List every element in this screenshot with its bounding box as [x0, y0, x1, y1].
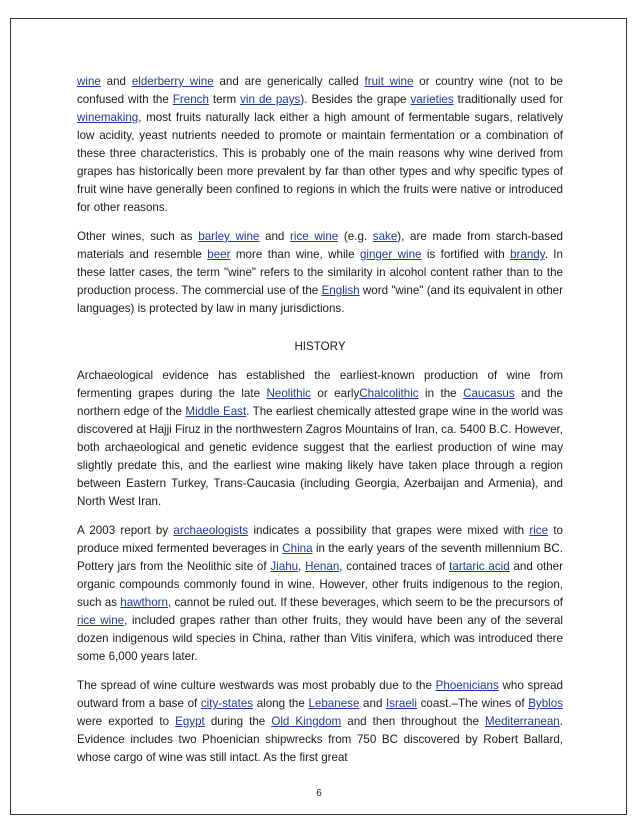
wiki-link[interactable]: China — [282, 542, 313, 555]
wiki-link[interactable]: Chalcolithic — [359, 387, 419, 400]
paragraph — [77, 367, 563, 511]
paragraph-text: Archaeological evidence has established the earliest-known production of wine from fermenting grapes during the late — [77, 369, 563, 400]
wiki-link[interactable]: Egypt — [175, 715, 205, 728]
section-heading: HISTORY — [294, 340, 346, 353]
paragraph-text: and are generically called — [213, 75, 365, 88]
paragraph-text: and — [259, 230, 291, 243]
wiki-link[interactable]: French — [172, 93, 209, 106]
paragraph-text: A 2003 report by — [77, 524, 174, 537]
wiki-link[interactable]: English — [321, 284, 360, 297]
document-body — [77, 73, 563, 778]
wiki-link[interactable]: vin de pays — [240, 93, 301, 106]
wiki-link[interactable]: Lebanese — [308, 697, 360, 710]
wiki-link[interactable]: city-states — [200, 697, 254, 710]
wiki-link[interactable]: Caucasus — [463, 387, 515, 400]
wiki-link[interactable]: hawthorn — [120, 596, 168, 609]
wiki-link[interactable]: Neolithic — [266, 387, 311, 400]
paragraph-text: during the — [204, 715, 272, 728]
paragraph-text: ). Besides the grape — [300, 93, 411, 106]
paragraph — [77, 228, 563, 318]
paragraph-text: word "wine" (and its equivalent in other languages) is protected by law in many jurisdictions. — [77, 284, 563, 315]
intro-section — [77, 73, 563, 318]
wiki-link[interactable]: Jiahu — [270, 560, 299, 573]
paragraph-text: is fortified with — [421, 248, 511, 261]
paragraph-text: . The earliest chemically attested grape wine in the world was discovered at Hajji Firuz in the northwestern Zagros Mountains of Iran, ca. 5400 B.C. However, both archaeological and genetic evidence suggest that the earliest production of wine may slightly predate this, and the earliest wine making likely have taken place through a region between Eastern Turkey, Trans-Caucasia (including Georgia, Azerbaijan and Armenia), and North West Iran. — [77, 405, 563, 508]
paragraph-text: , included grapes rather than other fruits, they would have been any of the several dozen indigenous wild species in China, rather than Vitis vinifera, which was introduced there some 6,000 years later. — [77, 614, 563, 663]
paragraph-text: along the — [253, 697, 309, 710]
page-number: 6 — [316, 788, 322, 799]
wiki-link[interactable]: rice wine — [77, 614, 125, 627]
paragraph-text: to produce mixed fermented beverages in — [77, 524, 563, 555]
wiki-link[interactable]: wine — [77, 75, 101, 88]
paragraph-text: and then throughout the — [341, 715, 485, 728]
paragraph-text: , contained traces of — [339, 560, 450, 573]
wiki-link[interactable]: beer — [207, 248, 231, 261]
history-section — [77, 367, 563, 767]
wiki-link[interactable]: Byblos — [528, 697, 563, 710]
paragraph-text: and — [100, 75, 132, 88]
wiki-link[interactable]: rice wine — [290, 230, 339, 243]
paragraph — [77, 73, 563, 217]
paragraph-text: traditionally used for — [453, 93, 564, 106]
wiki-link[interactable]: Middle East — [185, 405, 247, 418]
paragraph-text: , most fruits naturally lack either a high amount of fermentable sugars, relatively low acidity, yeast nutrients needed to promote or maintain fermentation or a combination of these three characteristics. This is probably one of the main reasons why wine derived from grapes has historically been more prevalent by far than other types and why specific types of fruit wine have generally been confined to regions in which the fruits were native or introduced for other reasons. — [77, 111, 563, 214]
paragraph-text: and other organic compounds commonly found in wine. However, other fruits indigenous to the region, such as — [77, 560, 563, 609]
wiki-link[interactable]: elderberry wine — [131, 75, 214, 88]
paragraph-text: . Evidence includes two Phoenician shipwrecks from 750 BC discovered by Robert Ballard, whose cargo of wine was still intact. As the first great — [77, 715, 563, 764]
paragraph-text: Other wines, such as — [77, 230, 199, 243]
paragraph-text: or early — [310, 387, 360, 400]
wiki-link[interactable]: archaeologists — [173, 524, 249, 537]
paragraph-text: , — [298, 560, 306, 573]
paragraph-text: who spread outward from a base of — [77, 679, 563, 710]
wiki-link[interactable]: varieties — [410, 93, 454, 106]
paragraph-text: coast.–The wines of — [416, 697, 529, 710]
paragraph-text: or country wine (not to be confused with the — [77, 75, 563, 106]
paragraph-text: in the — [418, 387, 464, 400]
paragraph — [77, 677, 563, 767]
wiki-link[interactable]: Henan — [305, 560, 340, 573]
paragraph-text: were exported to — [77, 715, 176, 728]
wiki-link[interactable]: tartaric acid — [449, 560, 510, 573]
wiki-link[interactable]: fruit wine — [364, 75, 414, 88]
paragraph-text: The spread of wine culture westwards was most probably due to the — [77, 679, 436, 692]
paragraph-text: , cannot be ruled out. If these beverages, which seem to be the precursors of — [167, 596, 563, 609]
paragraph-text: . In these latter cases, the term "wine" refers to the similarity in alcohol content rather than to the production process. The commercial use of the — [77, 248, 563, 297]
paragraph-text: indicates a possibility that grapes were mixed with — [248, 524, 530, 537]
paragraph-text: and the northern edge of the — [77, 387, 563, 418]
wiki-link[interactable]: barley wine — [198, 230, 260, 243]
wiki-link[interactable]: rice — [529, 524, 549, 537]
paragraph-text: in the early years of the seventh millennium BC. Pottery jars from the Neolithic site of — [77, 542, 563, 573]
wiki-link[interactable]: ginger wine — [359, 248, 422, 261]
paragraph-text: term — [208, 93, 241, 106]
wiki-link[interactable]: Israeli — [386, 697, 417, 710]
wiki-link[interactable]: Phoenicians — [435, 679, 499, 692]
wiki-link[interactable]: Mediterranean — [485, 715, 560, 728]
paragraph-text: (e.g. — [338, 230, 373, 243]
paragraph — [77, 522, 563, 666]
wiki-link[interactable]: sake — [372, 230, 398, 243]
wiki-link[interactable]: brandy — [510, 248, 545, 261]
wiki-link[interactable]: Old Kingdom — [271, 715, 342, 728]
paragraph-text: and — [359, 697, 387, 710]
paragraph-text: ), are made from starch-based materials and resemble — [77, 230, 563, 261]
paragraph-text: more than wine, while — [230, 248, 360, 261]
wiki-link[interactable]: winemaking — [77, 111, 139, 124]
